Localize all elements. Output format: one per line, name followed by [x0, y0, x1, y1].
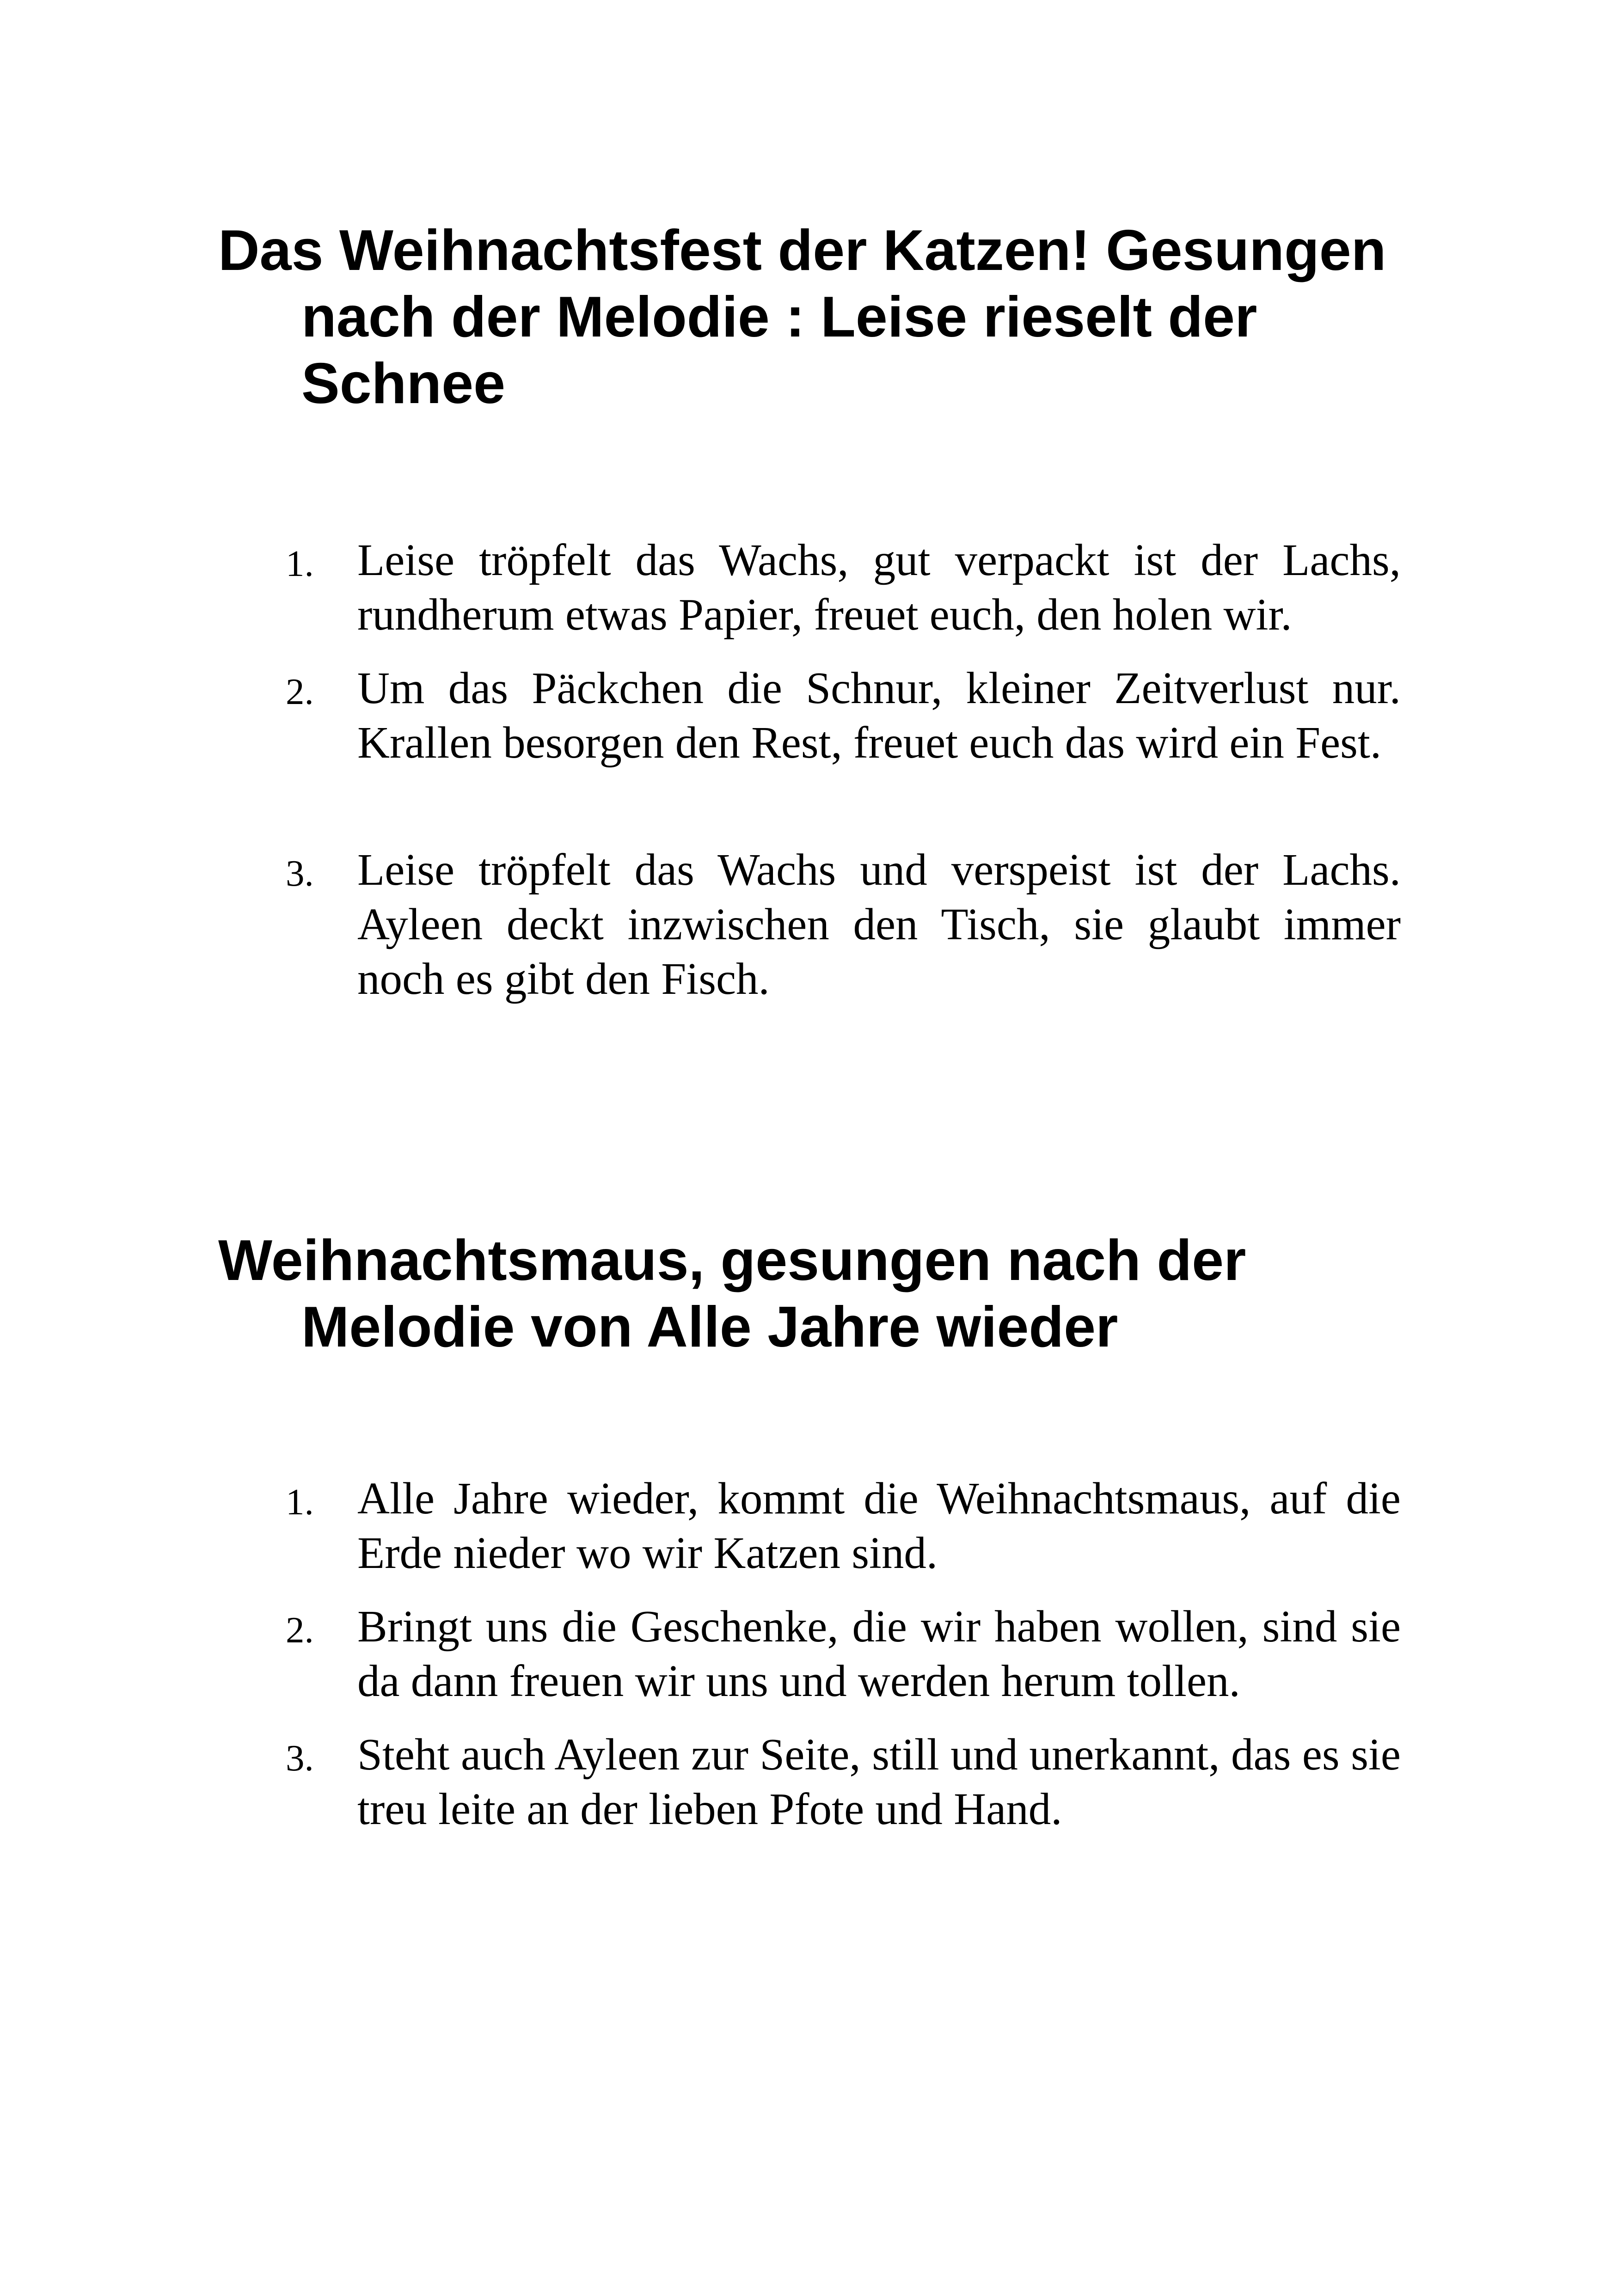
verse-number: 2.: [286, 1609, 314, 1651]
song-title: Weihnachtsmaus, gesungen nach der Melodie von Alle Jahre wieder: [218, 1229, 1246, 1359]
verse-number: 3.: [286, 1737, 314, 1779]
verse-text: Um das Päckchen die Schnur, kleiner Zeitverlust nur. Krallen besorgen den Rest, freuet euch das wird ein Fest.: [357, 663, 1401, 767]
verse-text: Alle Jahre wieder, kommt die Weihnachtsmaus, auf die Erde nieder wo wir Katzen sind.: [357, 1474, 1401, 1578]
verse-number: 1.: [286, 1481, 314, 1523]
verse-number: 3.: [286, 852, 314, 894]
verse-text: Steht auch Ayleen zur Seite, still und unerkannt, das es sie treu leite an der lieben Pfote und Hand.: [357, 1730, 1401, 1834]
verse-number: 2.: [286, 671, 314, 712]
verse-text: Leise tröpfelt das Wachs und verspeist ist der Lachs. Ayleen deckt inzwischen den Tisch, sie glaubt immer noch es gibt den Fisch.: [357, 845, 1401, 1004]
verse-text: Leise tröpfelt das Wachs, gut verpackt ist der Lachs, rundherum etwas Papier, freuet euch, den holen wir.: [357, 535, 1401, 639]
verse-text: Bringt uns die Geschenke, die wir haben wollen, sind sie da dann freuen wir uns und werden herum tollen.: [357, 1602, 1401, 1706]
song-title: Das Weihnachtsfest der Katzen! Gesungen nach der Melodie : Leise rieselt der Schnee: [218, 219, 1386, 416]
verse-number: 1.: [286, 543, 314, 584]
